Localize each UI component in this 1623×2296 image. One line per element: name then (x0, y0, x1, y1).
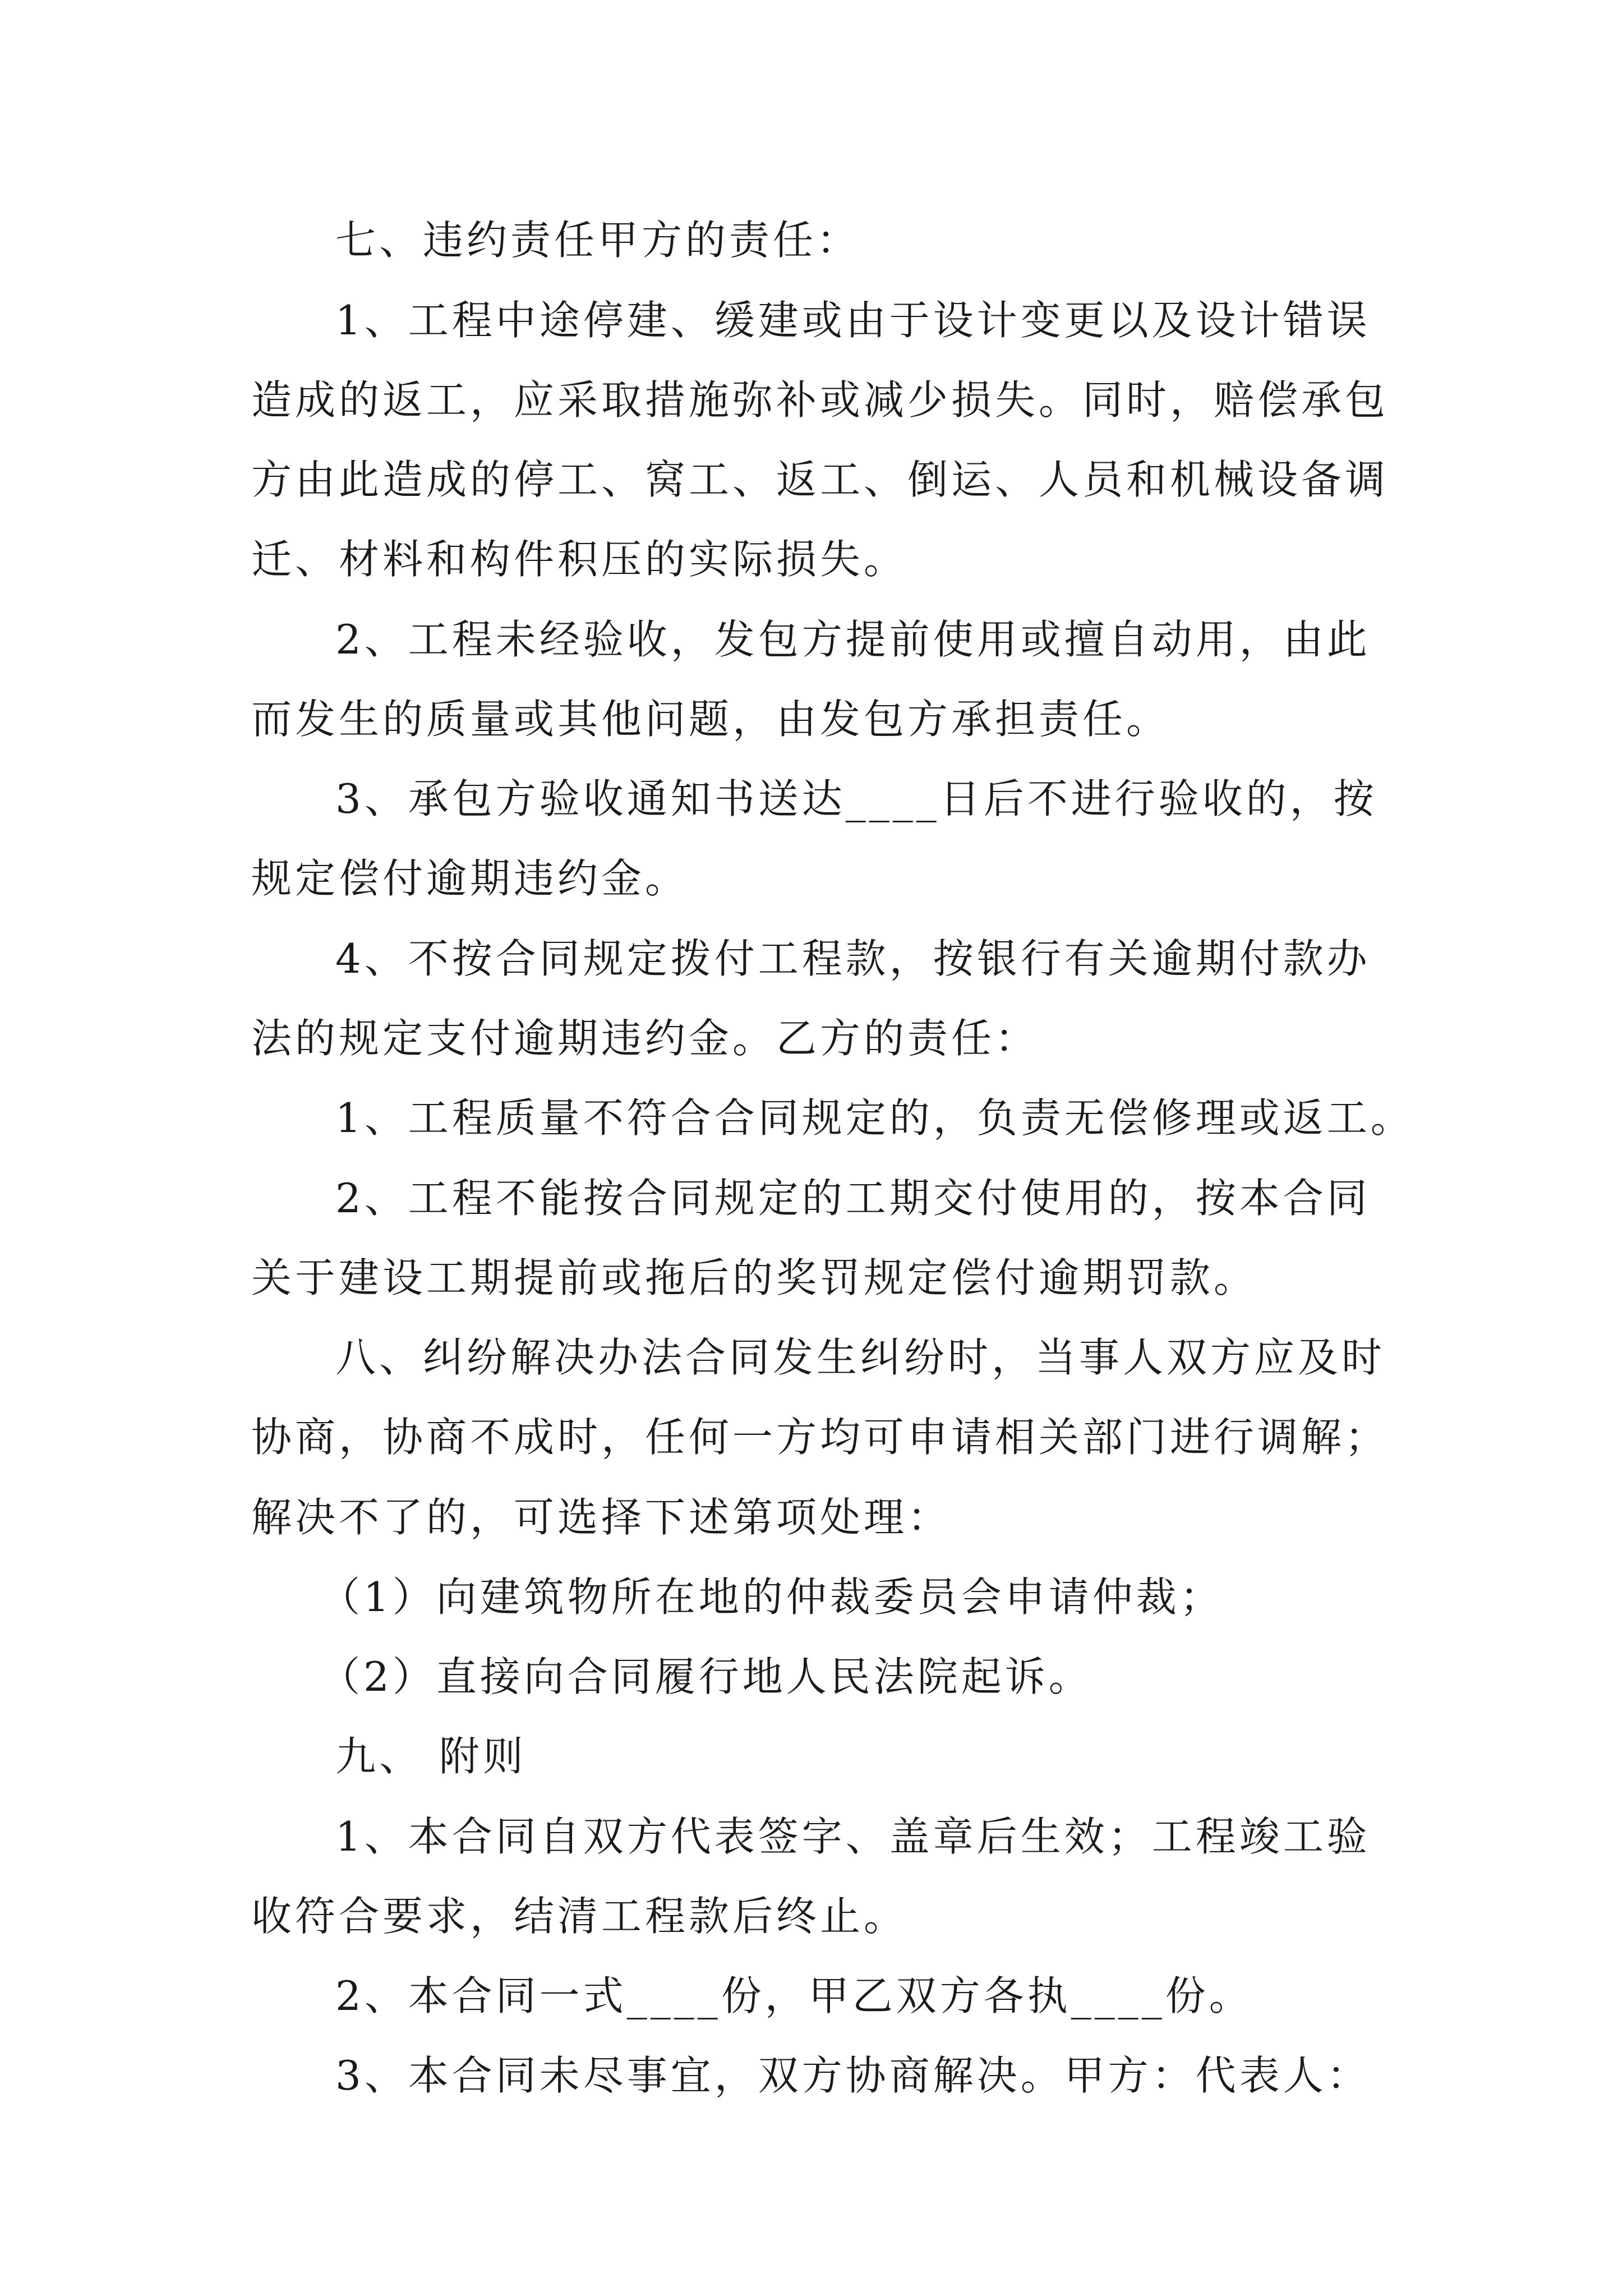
section-9-clause-1-line-2: 收符合要求，结清工程款后终止。 (251, 1893, 908, 1940)
party-a-clause-2-line-2: 而发生的质量或其他问题，由发包方承担责任。 (251, 696, 1170, 743)
section-8-line-2: 协商，协商不成时，任何一方均可申请相关部门进行调解； (251, 1414, 1389, 1461)
section-9-clause-3: 3、本合同未尽事宜，双方协商解决。甲方：代表人： (335, 2052, 1371, 2099)
section-8-line-3: 解决不了的，可选择下述第项处理： (251, 1494, 952, 1541)
party-a-clause-3-line-2: 规定偿付逾期违约金。 (251, 855, 689, 902)
section-8-option-2: （2）直接向合同履行地人民法院起诉。 (320, 1653, 1092, 1700)
party-b-clause-1: 1、工程质量不符合合同规定的，负责无偿修理或返工。 (335, 1094, 1414, 1142)
party-a-clause-3-line-1: 3、承包方验收通知书送达____日后不进行验收的，按 (335, 775, 1377, 822)
party-b-clause-2-line-2: 关于建设工期提前或拖后的奖罚规定偿付逾期罚款。 (251, 1254, 1258, 1301)
section-7-heading: 七、违约责任甲方的责任： (335, 217, 861, 264)
section-9-clause-1-line-1: 1、本合同自双方代表签字、盖章后生效；工程竣工验 (335, 1813, 1371, 1860)
party-a-clause-4-line-2: 法的规定支付逾期违约金。乙方的责任： (251, 1015, 1039, 1062)
party-a-clause-2-line-1: 2、工程未经验收，发包方提前使用或擅自动用，由此 (335, 616, 1371, 663)
section-9-heading: 九、 附则 (335, 1733, 527, 1780)
party-a-clause-1-line-4: 迁、材料和构件积压的实际损失。 (251, 536, 908, 583)
party-a-clause-1-line-1: 1、工程中途停建、缓建或由于设计变更以及设计错误 (335, 297, 1371, 344)
party-b-clause-2-line-1: 2、工程不能按合同规定的工期交付使用的，按本合同 (335, 1175, 1371, 1222)
party-a-clause-4-line-1: 4、不按合同规定拨付工程款，按银行有关逾期付款办 (335, 935, 1371, 982)
party-a-clause-1-line-3: 方由此造成的停工、窝工、返工、倒运、人员和机械设备调 (251, 456, 1389, 503)
party-a-clause-1-line-2: 造成的返工，应采取措施弥补或减少损失。同时，赔偿承包 (251, 376, 1389, 424)
section-8-line-1: 八、纠纷解决办法合同发生纠纷时，当事人双方应及时 (335, 1334, 1386, 1381)
section-8-option-1: （1）向建筑物所在地的仲裁委员会申请仲裁； (320, 1573, 1224, 1621)
section-9-clause-2: 2、本合同一式____份，甲乙双方各执____份。 (335, 1972, 1253, 2019)
